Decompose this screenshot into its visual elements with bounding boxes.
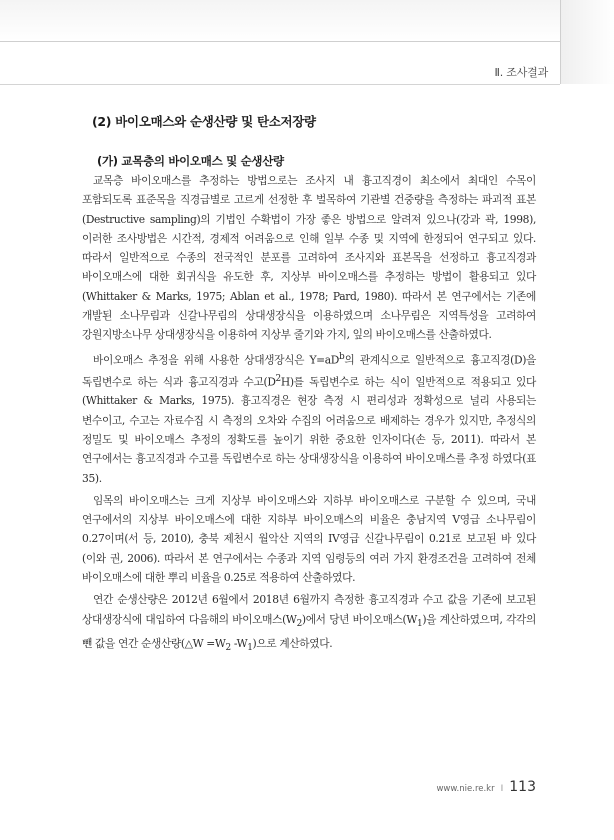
subscript-w1: 1 (417, 618, 423, 629)
paragraph-2-mid: 의 관계식으로 일반적으로 흉고직경(D)을 독립변수로 하는 식과 흉고직경과 수고(D (82, 353, 536, 389)
paragraph-4-mid3: -W (230, 637, 248, 651)
section-title: (2) 바이오매스와 순생산량 및 탄소저장량 (92, 114, 316, 129)
subscript-w2: 2 (296, 618, 302, 629)
header-side-tab (560, 0, 614, 84)
paragraph-4-tail: )으로 계산하였다. (252, 637, 333, 651)
subsection-title: (가) 교목층의 바이오매스 및 순생산량 (97, 154, 284, 168)
footer-separator: I (500, 784, 504, 794)
website-url: www.nie.re.kr (436, 784, 495, 794)
paragraph-4 (82, 590, 536, 658)
subscript-w1-formula: 1 (247, 643, 253, 654)
body-text (82, 171, 536, 662)
header-divider (0, 84, 560, 85)
paragraph-2-lead: 바이오매스 추정을 위해 사용한 상대생장식은 Y=aD (93, 353, 340, 367)
paragraph-4-mid2: )을 계산하였으며, 각각의 뺀 값을 연간 순생산량(△W =W (82, 612, 536, 651)
paragraph-2-tail: H)를 독립변수로 하는 식이 일반적으로 적용되고 있다(Whittaker & Marks, 1975). 흉고직경은 현장 측정 시 편리성과 정확성으로 널리 사용되는 변수이고, 수고는 자료수집 시 측정의 오차와 수집의 어려움으로 배제하는 경우가 있지만, 추정식의 정밀도 및 바이오매스 추정의 정확도를 높이기 위한 중요한 인자이다(손 등, 2011). 따라서 본 연구에서는 흉고직경과 수고를 독립변수로 하는 상대생장식을 이용하여 바이오매스를 추정 하였다(표 35). (82, 375, 536, 485)
superscript-2: 2 (275, 373, 281, 384)
paragraph-2 (82, 348, 536, 488)
paragraph-4-lead: 연간 순생산량은 2012년 6월에서 2018년 6월까지 측정한 흉고직경과 수고 값을 기존에 보고된 상대생장식에 대입하여 다음해의 바이오매스(W (82, 593, 536, 626)
paragraph-1: 교목층 바이오매스를 추정하는 방법으로는 조사지 내 흉고직경이 최소에서 최대인 수목이 포함되도록 표준목을 직경급별로 고르게 선정한 후 벌목하여 기관별 건중량을 측정하는 파괴적 표본(Destructive sampling)의 기법인 수확법이 가장 좋은 방법으로 알려져 있으나(강과 곽, 1998), 이러한 조사방법은 시간적, 경제적 어려움으로 인해 일부 수종 및 지역에 한정되어 연구되고 있다. 따라서 일반적으로 수종의 전국적인 분포를 고려하여 조사지와 표본목을 선정하고 흉고직경과 바이오매스에 대한 회귀식을 유도한 후, 지상부 바이오매스를 추정하는 방법이 활용되고 있다(Whittaker & Marks, 1975; Ablan et al., 1978; Pard, 1980). 따라서 본 연구에서는 기존에 개발된 소나무림과 신갈나무림의 상대생장식을 이용하였으며 소나무림은 지역특성을 고려하여 강원지방소나무 상대생장식을 이용하여 지상부 줄기와 가지, 잎의 바이오매스를 산출하였다. (82, 174, 536, 342)
header-tab-outline (0, 0, 565, 45)
paragraph-4-mid1: )에서 당년 바이오매스(W (301, 612, 417, 626)
page-header-band (0, 0, 614, 45)
superscript-b: b (339, 351, 345, 362)
chapter-label: Ⅱ. 조사결과 (494, 66, 548, 79)
page-footer (436, 779, 536, 795)
paragraph-3: 임목의 바이오매스는 크게 지상부 바이오매스와 지하부 바이오매스로 구분할 수 있으며, 국내 연구에서의 지상부 바이오매스에 대한 지하부 바이오매스의 비율은 충남지역 V영급 소나무림이 0.27이며(서 등, 2010), 충북 제천시 월악산 지역의 IV영급 신갈나무림이 0.21로 보고된 바 있다(이와 권, 2006). 따라서 본 연구에서는 수종과 지역 임령등의 여러 가지 환경조건을 고려하여 전체 바이오매스에 대한 뿌리 비율을 0.25로 적용하여 산출하였다. (82, 493, 536, 585)
page-number: 113 (509, 779, 536, 795)
subscript-w2-formula: 2 (225, 643, 231, 654)
